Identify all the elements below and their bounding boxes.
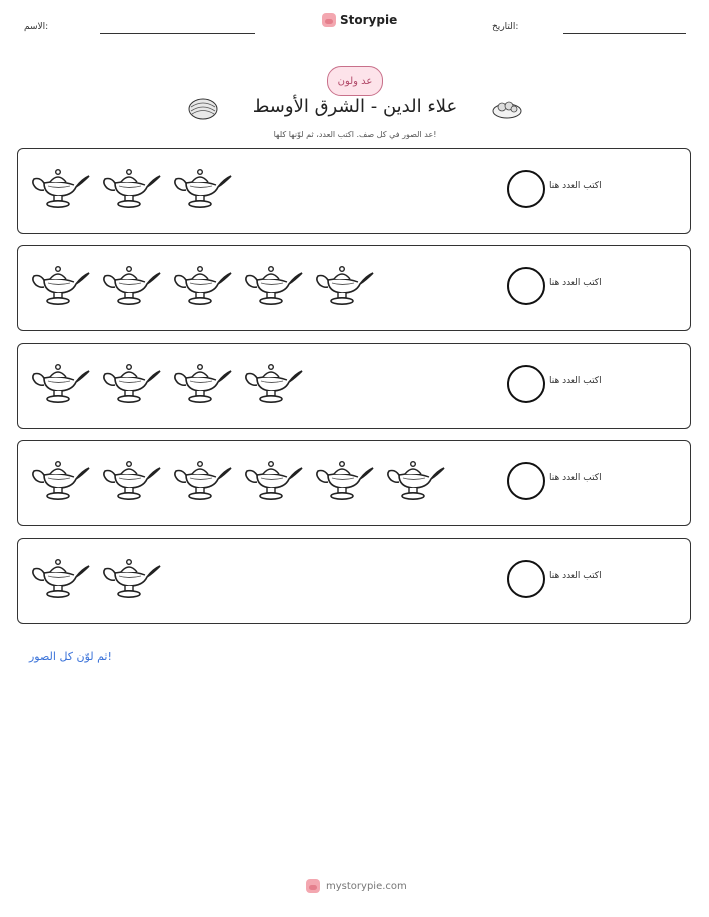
name-label: الاسم: [24,22,49,32]
counting-row-5 [17,538,691,624]
worksheet-instructions: عد الصور في كل صف. اكتب العدد، ثم لوّنها كلها! [273,130,437,139]
answer-label: اكتب العدد هنا [549,181,602,191]
brand-logo [322,13,397,27]
magic-lamp-icon [101,358,161,408]
lamp-group [30,358,303,408]
magic-lamp-icon [314,260,374,310]
magic-lamp-icon [101,553,161,603]
food-plate-icon [491,95,523,121]
counting-row-2 [17,245,691,331]
date-line[interactable] [563,33,686,34]
lamp-group [30,553,161,603]
name-line[interactable] [100,33,255,34]
answer-circle[interactable] [507,365,545,403]
magic-lamp-icon [172,358,232,408]
magic-lamp-icon [172,455,232,505]
counting-row-1 [17,148,691,234]
answer-label: اكتب العدد هنا [549,571,602,581]
answer-label: اكتب العدد هنا [549,473,602,483]
magic-lamp-icon [101,163,161,213]
magic-lamp-icon [172,163,232,213]
pig-logo-icon [322,13,336,27]
date-label: التاريخ: [492,22,519,32]
brand-name: Storypie [340,13,398,27]
site-url: mystorypie.com [326,880,407,892]
counting-row-4 [17,440,691,526]
pig-logo-icon [306,879,320,893]
activity-badge: عد ولون [327,66,383,96]
magic-lamp-icon [172,260,232,310]
magic-lamp-icon [243,260,303,310]
answer-label: اكتب العدد هنا [549,278,602,288]
counting-row-3 [17,343,691,429]
answer-circle[interactable] [507,267,545,305]
answer-circle[interactable] [507,560,545,598]
lamp-group [30,163,232,213]
magic-lamp-icon [314,455,374,505]
magic-lamp-icon [30,553,90,603]
answer-circle[interactable] [507,462,545,500]
lamp-group [30,260,374,310]
magic-lamp-icon [101,455,161,505]
worksheet-title: علاء الدين - الشرق الأوسط [252,96,458,117]
lamp-group [30,455,445,505]
magic-lamp-icon [30,455,90,505]
magic-lamp-icon [243,358,303,408]
answer-label: اكتب العدد هنا [549,376,602,386]
magic-lamp-icon [101,260,161,310]
color-instruction: ثم لوّن كل الصور! [29,650,112,663]
magic-lamp-icon [30,358,90,408]
turban-icon [187,95,219,121]
magic-lamp-icon [30,163,90,213]
answer-circle[interactable] [507,170,545,208]
magic-lamp-icon [243,455,303,505]
magic-lamp-icon [30,260,90,310]
magic-lamp-icon [385,455,445,505]
site-footer [306,879,407,893]
